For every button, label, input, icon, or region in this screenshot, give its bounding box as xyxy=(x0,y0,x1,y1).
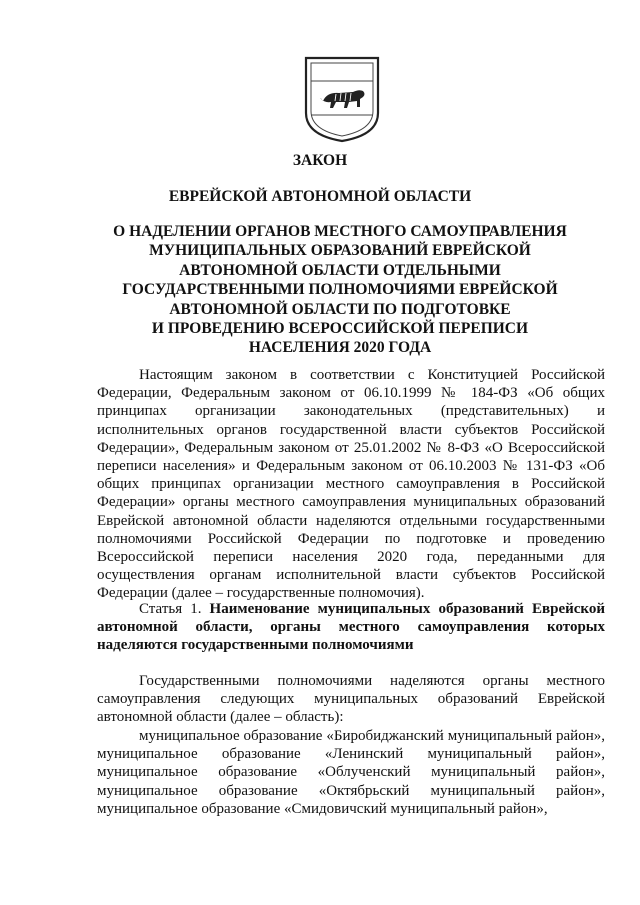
coat-of-arms-icon xyxy=(303,55,381,143)
article-1-list: муниципальное образование «Биробиджанский муниципальный район», муниципальное образование «Ленинский муниципальный район», муниципальное образование «Облученский муниципальный район», муниципальное образование «Октябрьский муниципальный район», муниципальное образование «Смидовичский муниципальный район», xyxy=(97,728,605,817)
law-title-line: О НАДЕЛЕНИИ ОРГАНОВ МЕСТНОГО САМОУПРАВЛЕНИЯ xyxy=(113,223,567,240)
law-title-line: ГОСУДАРСТВЕННЫМИ ПОЛНОМОЧИЯМИ ЕВРЕЙСКОЙ xyxy=(122,281,558,299)
law-title-line: АВТОНОМНОЙ ОБЛАСТИ ПО ПОДГОТОВКЕ xyxy=(169,300,511,318)
law-title xyxy=(100,222,580,358)
law-title-line: И ПРОВЕДЕНИЮ ВСЕРОССИЙСКОЙ ПЕРЕПИСИ xyxy=(151,320,529,338)
article-1-label: Статья 1. xyxy=(139,601,202,617)
law-label: ЗАКОН xyxy=(292,152,348,169)
region-name: ЕВРЕЙСКОЙ АВТОНОМНОЙ ОБЛАСТИ xyxy=(168,188,472,205)
article-1-paragraph: Государственными полномочиями наделяются органы местного самоуправления следующих муниципальных образований Еврейской автономной области (далее – область): xyxy=(97,673,605,726)
law-title-line: НАСЕЛЕНИЯ 2020 ГОДА xyxy=(248,339,432,357)
preamble-paragraph: Настоящим законом в соответствии с Конституцией Российской Федерации, Федеральным законом от 06.10.1999 № 184-ФЗ «Об общих принципах организации законодательных (представительных) и исполнительных органов государственной власти субъектов Российской Федерации», Федеральным законом от 25.01.2002 № 8-ФЗ «О Всероссийской переписи населения» и Федеральным законом от 06.10.2003 № 131-ФЗ «Об общих принципах организации местного самоуправления в Российской Федерации» органы местного самоуправления муниципальных образований Еврейской автономной области наделяются отдельными государственными полномочиями Российской Федерации по подготовке и проведению Всероссийской переписи населения 2020 года, переданными для осуществления органам исполнительной власти субъектов Российской Федерации (далее – государственные полномочия). xyxy=(97,367,605,602)
law-title-line: МУНИЦИПАЛЬНЫХ ОБРАЗОВАНИЙ ЕВРЕЙСКОЙ xyxy=(149,242,531,260)
article-1-heading xyxy=(97,600,605,655)
law-title-line: АВТОНОМНОЙ ОБЛАСТИ ОТДЕЛЬНЫМИ xyxy=(179,261,501,279)
article-1-title: Наименование муниципальных образований Еврейской автономной области, органы местного самоуправления которых наделяются государственными полномочиями xyxy=(97,601,605,654)
